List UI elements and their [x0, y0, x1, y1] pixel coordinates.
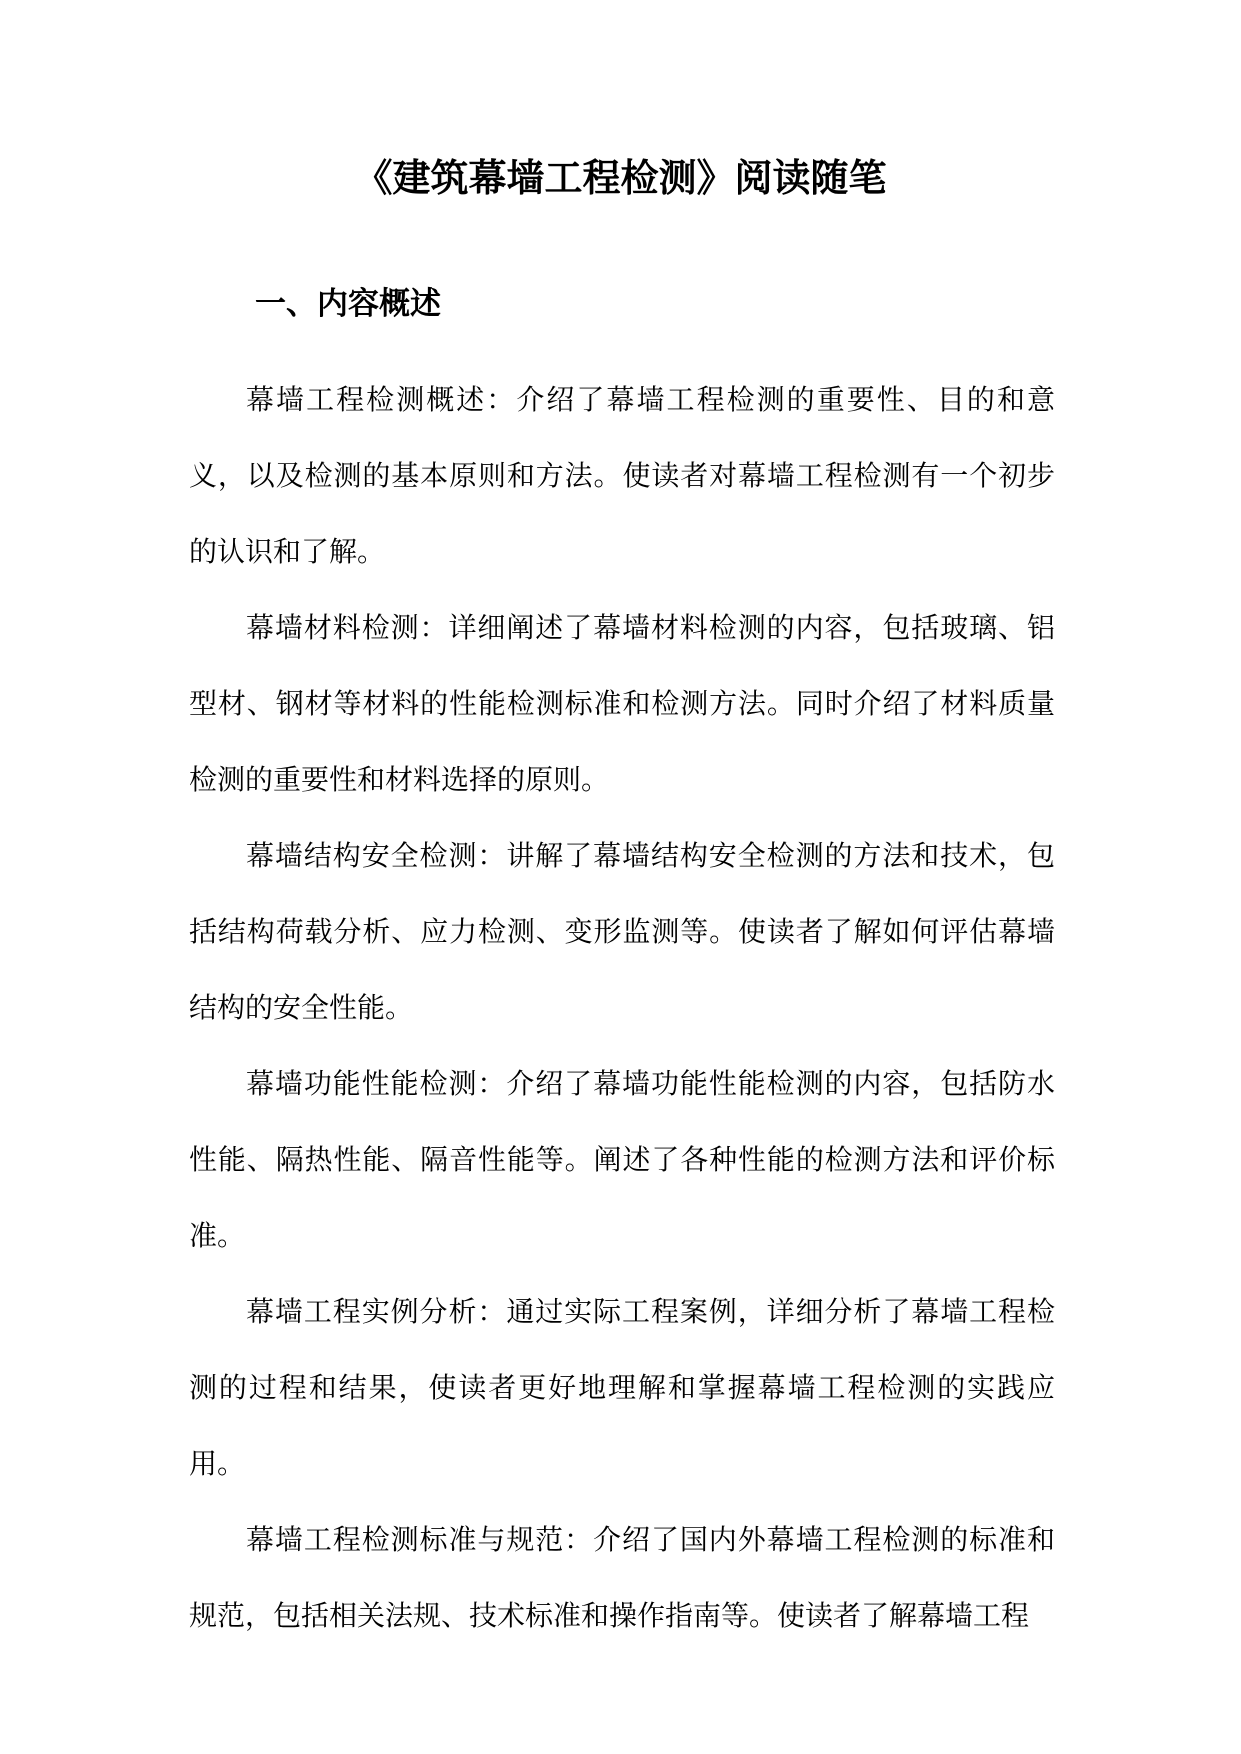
paragraph-overview: 幕墙工程检测概述：介绍了幕墙工程检测的重要性、目的和意义，以及检测的基本原则和方法。使读者对幕墙工程检测有一个初步的认识和了解。: [189, 383, 1055, 568]
paragraph-materials: 幕墙材料检测：详细阐述了幕墙材料检测的内容，包括玻璃、铝型材、钢材等材料的性能检测标准和检测方法。同时介绍了材料质量检测的重要性和材料选择的原则。: [189, 611, 1055, 796]
section-heading: 一、内容概述: [255, 286, 441, 322]
paragraph-structural-safety: 幕墙结构安全检测：讲解了幕墙结构安全检测的方法和技术，包括结构荷载分析、应力检测、变形监测等。使读者了解如何评估幕墙结构的安全性能。: [189, 839, 1055, 1024]
paragraph-functional-performance: 幕墙功能性能检测：介绍了幕墙功能性能检测的内容，包括防水性能、隔热性能、隔音性能等。阐述了各种性能的检测方法和评价标准。: [189, 1067, 1055, 1252]
body-text: [189, 362, 1055, 1654]
document-title: 《建筑幕墙工程检测》阅读随笔: [354, 155, 887, 200]
paragraph-standards: 幕墙工程检测标准与规范：介绍了国内外幕墙工程检测的标准和规范，包括相关法规、技术标准和操作指南等。使读者了解幕墙工程: [189, 1523, 1055, 1632]
paragraph-case-analysis: 幕墙工程实例分析：通过实际工程案例，详细分析了幕墙工程检测的过程和结果，使读者更好地理解和掌握幕墙工程检测的实践应用。: [189, 1295, 1055, 1480]
